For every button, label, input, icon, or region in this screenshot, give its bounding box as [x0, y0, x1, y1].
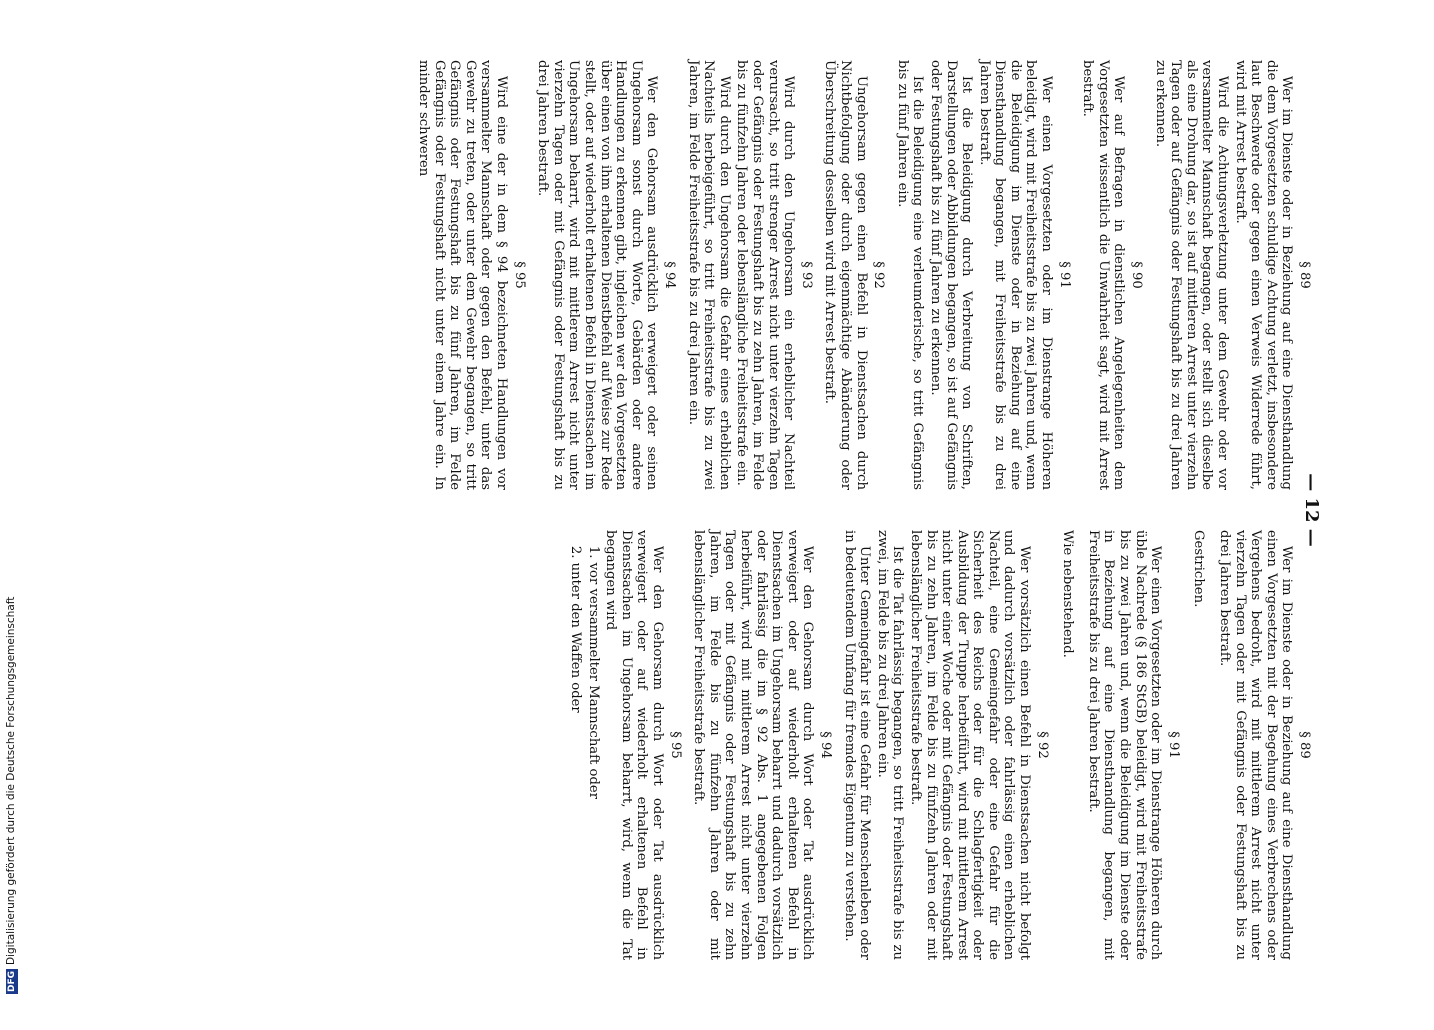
section-title: § 95 — [511, 261, 527, 289]
page-number: — 12 — — [1301, 473, 1322, 547]
paragraph: Unter Gemeingefahr ist eine Gefahr für Menschenleben oder in bedeutendem Umfang für fremdes Eigentum zu verstehen. — [841, 530, 873, 960]
section — [1152, 60, 1312, 490]
section-title: § 90 — [1129, 261, 1145, 289]
section-title: § 95 — [667, 731, 683, 759]
section-title: § 91 — [1165, 731, 1181, 759]
paragraph: Ist die Tat fahrlässig begangen, so tritt Freiheitsstrafe bis zu zwei, im Felde bis zu drei Jahren ein. — [874, 530, 906, 960]
section — [685, 60, 814, 490]
paragraph: Wer im Dienste oder in Beziehung auf eine Diensthandlung einen Vorgesetzten mit der Begehung eines Verbrechens oder Vergehens bedroht, wird mit mittlerem Arrest nicht unter vierzehn Tagen oder mit Gefängnis oder Festungshaft bis zu drei Jahren bestraft. — [1217, 530, 1295, 960]
section — [567, 530, 682, 960]
section — [1085, 530, 1181, 960]
section — [841, 530, 1050, 960]
section — [1216, 530, 1312, 960]
section-title: § 94 — [817, 731, 833, 759]
paragraph: Wer den Gehorsam ausdrücklich verweigert oder seinen Ungehorsam sonst durch Worte, Gebärden oder andere Handlungen zu erkennen gibt, ingleichen wer den Vorgesetzten über einen von ihm erhaltenen Dienstbefehl auf Weise zur Rede stellt, oder auf wiederholt erhaltenen Befehl in Dienstsachen im Ungehorsam beharrt, wird mit mittlerem Arrest nicht unter vierzehn Tagen oder mit Gefängnis oder Festungshaft bis zu drei Jahren bestraft. — [535, 60, 660, 490]
dfg-logo: DFG — [7, 970, 17, 992]
cross-reference: Wie nebenstehend. — [1060, 530, 1076, 658]
paragraph: Wer einen Vorgesetzten oder im Dienstrange Höheren durch üble Nachrede (§ 186 StGB) beleidigt, wird mit Freiheitsstrafe bis zu zwei Jahren und, wenn die Beleidigung im Dienste oder in Beziehung auf eine Diensthandlung begangen, mit Freiheitsstrafe bis zu drei Jahren bestraft. — [1085, 530, 1164, 960]
section-title: § 92 — [1034, 731, 1050, 759]
section-title: § 94 — [662, 261, 678, 289]
footer-line — [2, 596, 20, 994]
paragraph: 2. unter den Waffen oder — [568, 545, 584, 713]
paragraph: Ist die Beleidigung eine verleumderische, so tritt Gefängnis bis zu fünf Jahren ein. — [894, 60, 926, 490]
section — [894, 60, 1072, 490]
paragraph: Wer im Dienste oder in Beziehung auf eine Diensthandlung die dem Vorgesetzten schuldige Achtung verletzt, insbesondere laut Beschwerde oder gegen einen Verweis Widerrede führt, wird mit Arrest bestraft. — [1232, 60, 1295, 490]
section — [416, 60, 527, 490]
paragraph: Ungehorsam gegen einen Befehl in Dienstsachen durch Nichtbefolgung oder durch eigenmächtige Abänderung oder Überschreitung desselben wird mit Arrest bestraft. — [822, 60, 869, 490]
page-body — [160, 30, 1320, 980]
paragraph: Wer vorsätzlich einen Befehl in Dienstsachen nicht befolgt und dadurch vorsätzlich oder fahrlässig einen erheblichen Nachteil, eine Gemeingefahr oder eine Gefahr für die Sicherheit des Reichs oder für die Schlagfertigkeit oder Ausbildung der Truppe herbeiführt, wird mit mittlerem Arrest nicht unter einer Woche oder mit Gefängnis oder Festungshaft bis zu zehn Jahren, im Felde bis zu fünfzehn Jahren oder mit lebenslänglicher Freiheitsstrafe bestraft. — [907, 530, 1033, 960]
paragraph: Wer auf Befragen in dienstlichen Angelegenheiten dem Vorgesetzten wissentlich die Unwahrheit sagt, wird mit Arrest bestraft. — [1080, 60, 1127, 490]
section — [1060, 530, 1076, 960]
paragraph: Wer den Gehorsam durch Wort oder Tat ausdrücklich verweigert oder auf wiederholt erhaltenen Befehl in Dienstsachen im Ungehorsam beharrt, wird, wenn die Tat begangen wird — [603, 530, 666, 960]
paragraph: Wird eine der in dem § 94 bezeichneten Handlungen vor versammelter Mannschaft oder gegen den Befehl, unter das Gewehr zu treten, oder unter dem Gewehr begangen, so tritt Gefängnis oder Festungshaft bis zu fünf Jahren, im Felde Gefängnis oder Festungshaft nicht unter einem Jahre ein. In minder schweren — [416, 60, 510, 490]
rotated-content — [160, 30, 1320, 1030]
section — [1191, 530, 1207, 960]
section-title: § 91 — [1056, 261, 1072, 289]
paragraph: Wird die Achtungsverletzung unter dem Gewehr oder vor versammelter Mannschaft begangen, oder stellt sich dieselbe als eine Drohung dar, so ist auf mittleren Arrest unter vierzehn Tagen oder auf Gefängnis oder Festungshaft bis zu drei Jahren zu erkennen. — [1152, 60, 1231, 490]
paragraph: Wird durch den Ungehorsam ein erheblicher Nachteil verursacht, so tritt strenger Arrest nicht unter vierzehn Tagen oder Gefängnis oder Festungshaft bis zu zehn Jahren, im Felde bis zu fünfzehn Jahren oder lebenslängliche Freiheitsstrafe ein. — [734, 60, 797, 490]
paragraph: Wer den Gehorsam durch Wort oder Tat ausdrücklich verweigert oder auf wiederholt erhaltenen Befehl in Dienstsachen im Ungehorsam beharrt und dadurch vorsätzlich oder fahrlässig die im § 92 Abs. 1 angegebenen Folgen herbeiführt, wird mit mittlerem Arrest nicht unter vierzehn Tagen oder mit Gefängnis oder Festungshaft bis zu zehn Jahren, im Felde bis zu fünfzehn Jahren oder mit lebenslänglicher Freiheitsstrafe bestraft. — [691, 530, 816, 960]
cross-reference: Gestrichen. — [1191, 530, 1207, 608]
section-title: § 89 — [1297, 731, 1312, 759]
left-column — [414, 60, 1320, 490]
footer — [2, 596, 20, 994]
section — [1080, 60, 1144, 490]
footer-text: Digitalisierung gefördert durch die Deutsche Forschungsgemeinschaft — [5, 596, 17, 965]
paragraph: Ist die Beleidigung durch Verbreitung von Schriften, Darstellungen oder Abbildungen begangen, so ist auf Gefängnis oder Festungshaft bis zu fünf Jahren zu erkennen. — [927, 60, 975, 490]
paragraph: Wer einen Vorgesetzten oder im Dienstrange Höheren beleidigt, wird mit Freiheitsstrafe bis zu zwei Jahren und, wenn die Beleidigung im Dienste oder in Beziehung auf eine Diensthandlung begangen, mit Freiheitsstrafe bis zu drei Jahren bestraft. — [976, 60, 1055, 490]
paragraph: Wird durch den Ungehorsam die Gefahr eines erheblichen Nachteils herbeigeführt, so tritt Freiheitsstrafe bis zu zwei Jahren, im Felde Freiheitsstrafe bis zu drei Jahren ein. — [685, 60, 732, 490]
section-title: § 93 — [798, 261, 814, 289]
section — [691, 530, 833, 960]
section-title: § 89 — [1297, 261, 1312, 289]
section-title: § 92 — [871, 261, 887, 289]
section — [535, 60, 677, 490]
section — [822, 60, 886, 490]
paragraph: 1. vor versammelter Mannschaft oder — [585, 545, 601, 800]
right-column — [565, 530, 1320, 960]
